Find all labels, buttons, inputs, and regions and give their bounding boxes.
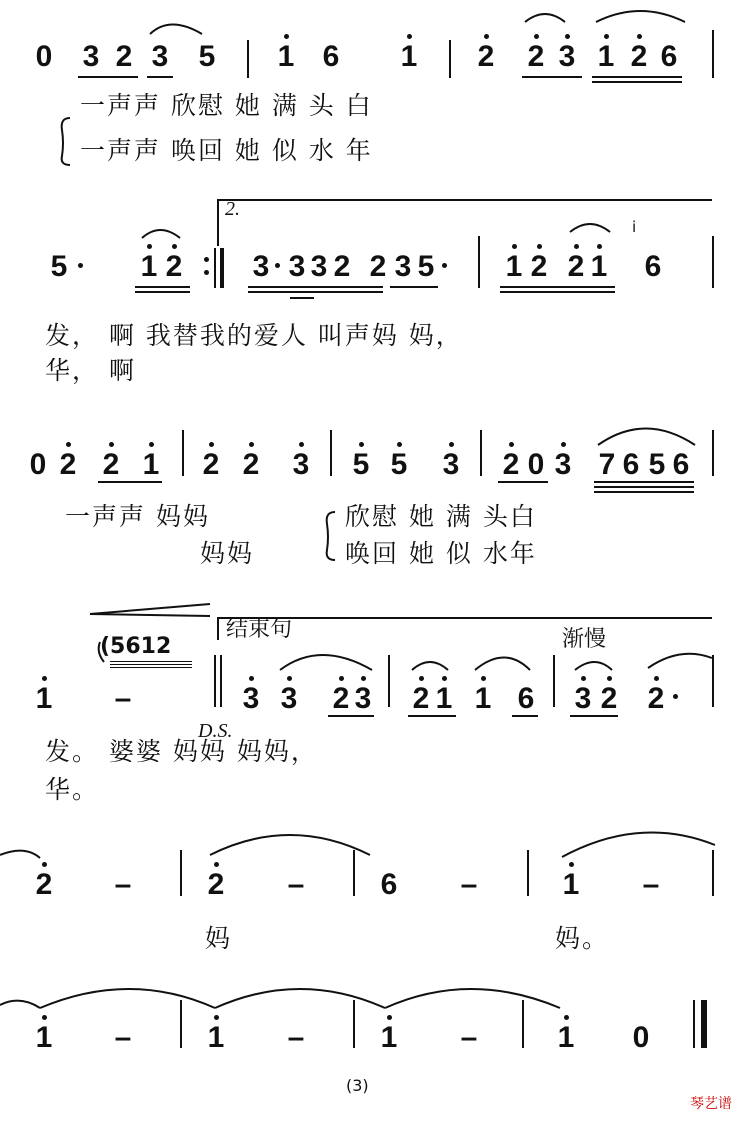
note: 1 [140, 250, 158, 283]
note: 2 [242, 448, 260, 481]
note: 2 [600, 682, 618, 715]
note: 3 [288, 250, 306, 283]
note: 1 [277, 40, 295, 73]
note: 2 [207, 868, 225, 901]
note: – [114, 868, 132, 901]
note: – [287, 1021, 305, 1054]
note: 1 [435, 682, 453, 715]
note: 2 [165, 250, 183, 283]
lyric: 妈 [205, 924, 233, 953]
lyrics-verse2: 华。 [45, 775, 100, 804]
site-logo: 琴艺谱 [690, 1096, 732, 1112]
note: 2 [530, 250, 548, 283]
note: 5 [648, 448, 666, 481]
ds-marking: D.S. [198, 720, 233, 742]
note: 3 [292, 448, 310, 481]
note: 5 [417, 250, 435, 283]
note: 6 [322, 40, 340, 73]
note: 6 [622, 448, 640, 481]
lyrics-verse1: 发， 啊 我替我的爱人 叫声妈 妈， [45, 321, 463, 350]
note: 1 [35, 682, 53, 715]
note: 3 [554, 448, 572, 481]
note: 3 [394, 250, 412, 283]
note: – [114, 1021, 132, 1054]
note: 2 [333, 250, 351, 283]
note: 1 [590, 250, 608, 283]
note: 0 [35, 40, 53, 73]
note: – [642, 868, 660, 901]
note: 5 [352, 448, 370, 481]
note: 2 [412, 682, 430, 715]
note: 2 [115, 40, 133, 73]
note: 5 [50, 250, 68, 283]
note: – [460, 1021, 478, 1054]
note: 3 [310, 250, 328, 283]
note: 2 [59, 448, 77, 481]
note: 2 [202, 448, 220, 481]
note: 3 [558, 40, 576, 73]
note: 5 [198, 40, 216, 73]
lyrics-verse1: 一声声 欣慰 她 满 头 白 [80, 91, 373, 120]
note: 6 [644, 250, 662, 283]
lyrics-line-c1: 欣慰 她 满 头白 [345, 502, 537, 531]
note: 2 [332, 682, 350, 715]
note: 3 [574, 682, 592, 715]
note: – [114, 682, 132, 715]
note: 1 [380, 1021, 398, 1054]
note: 0 [29, 448, 47, 481]
note: 2 [527, 40, 545, 73]
note: 2 [502, 448, 520, 481]
note: 6 [672, 448, 690, 481]
note: 1 [142, 448, 160, 481]
grace-notes: (5612 [100, 634, 172, 659]
note: 2 [630, 40, 648, 73]
note: 2 [477, 40, 495, 73]
note: 1 [400, 40, 418, 73]
lyrics-verse2: 华， 啊 [45, 356, 136, 385]
page-number: (3) [346, 1076, 369, 1095]
note: 6 [380, 868, 398, 901]
note: 3 [354, 682, 372, 715]
lyrics-line-b: 妈妈 [200, 539, 255, 568]
note: – [460, 868, 478, 901]
grace-note: i [632, 218, 637, 236]
lyrics-verse2: 一声声 唤回 她 似 水 年 [80, 136, 373, 165]
note: – [287, 868, 305, 901]
note: 2 [567, 250, 585, 283]
lyrics-line-a: 一声声 妈妈 [65, 502, 210, 531]
note: 1 [474, 682, 492, 715]
note: 0 [632, 1021, 650, 1054]
note: 3 [242, 682, 260, 715]
note: 1 [597, 40, 615, 73]
note: 6 [517, 682, 535, 715]
lyrics-line-c2: 唤回 她 似 水年 [345, 539, 537, 568]
note: 0 [527, 448, 545, 481]
note: 1 [505, 250, 523, 283]
note: 7 [598, 448, 616, 481]
note: 1 [35, 1021, 53, 1054]
note: 2 [647, 682, 665, 715]
note: 6 [660, 40, 678, 73]
tempo-marking: 渐慢 [562, 627, 607, 652]
volta-label: 2. [225, 198, 240, 220]
note: 5 [390, 448, 408, 481]
lyric: 妈。 [555, 924, 610, 953]
note: 2 [369, 250, 387, 283]
note: 1 [557, 1021, 575, 1054]
note: 3 [151, 40, 169, 73]
note: 1 [207, 1021, 225, 1054]
note: 3 [252, 250, 270, 283]
note: 2 [102, 448, 120, 481]
note: 2 [35, 868, 53, 901]
note: 3 [280, 682, 298, 715]
lyrics-verse1: 发。 婆婆 妈妈 妈妈， [45, 737, 318, 766]
ending-label: 结束句 [226, 617, 293, 642]
note: 1 [562, 868, 580, 901]
note: 3 [82, 40, 100, 73]
note: 3 [442, 448, 460, 481]
